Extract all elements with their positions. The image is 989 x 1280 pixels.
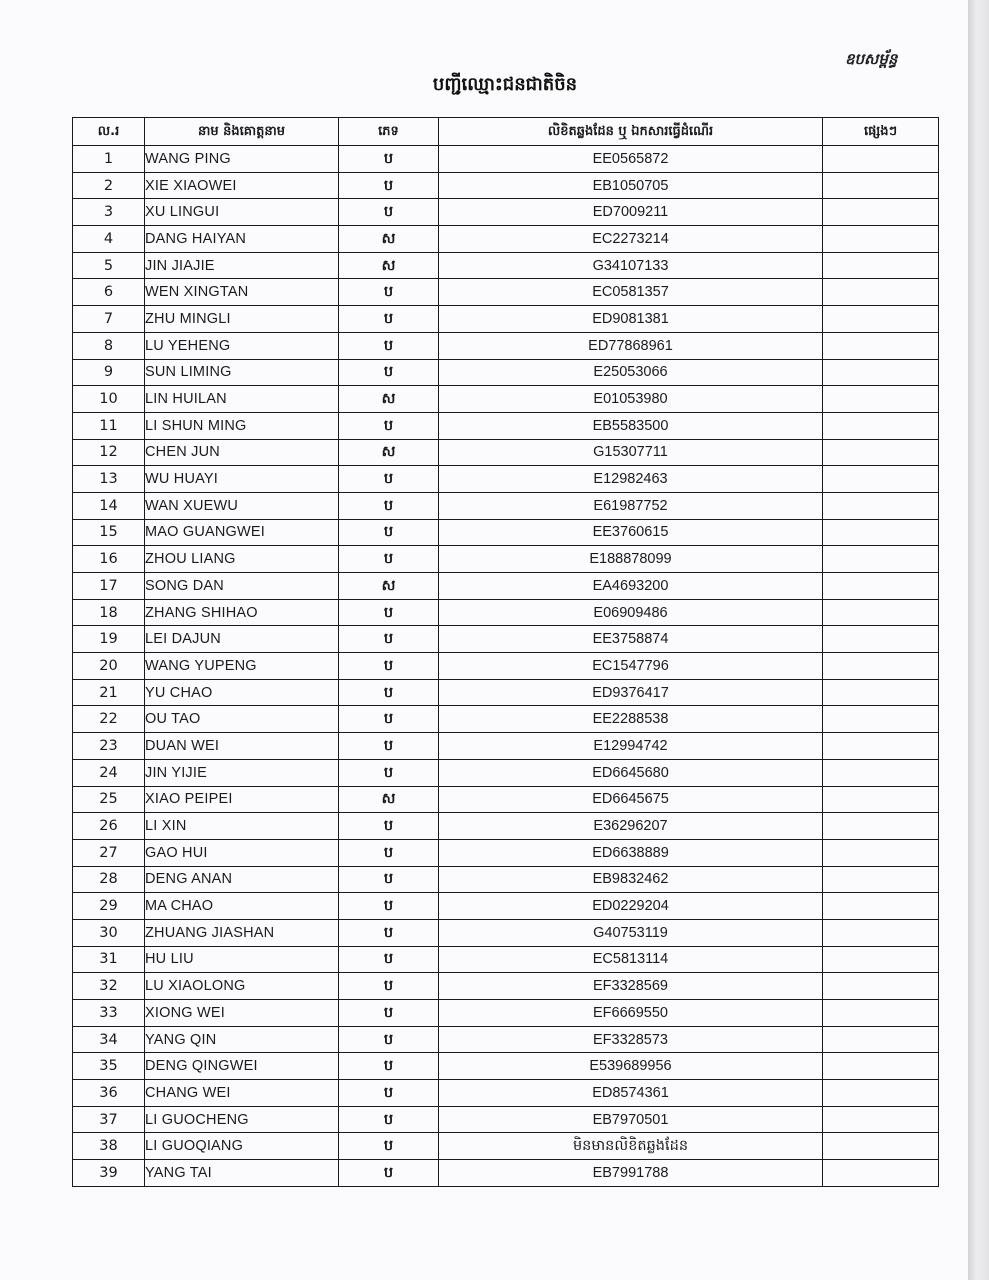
cell-passport: EC0581357 — [439, 279, 823, 306]
cell-passport: EB9832462 — [439, 866, 823, 893]
cell-no: 38 — [73, 1133, 145, 1160]
cell-note — [823, 573, 939, 600]
cell-name: WEN XINGTAN — [145, 279, 339, 306]
cell-note — [823, 839, 939, 866]
header-sex: ភេទ — [339, 118, 439, 146]
cell-passport: EB7991788 — [439, 1160, 823, 1187]
cell-no: 11 — [73, 412, 145, 439]
cell-name: YU CHAO — [145, 679, 339, 706]
table-row — [73, 359, 939, 386]
cell-sex: ប — [339, 813, 439, 840]
cell-name: ZHUANG JIASHAN — [145, 919, 339, 946]
cell-passport: ED6645675 — [439, 786, 823, 813]
cell-note — [823, 599, 939, 626]
cell-sex: ប — [339, 412, 439, 439]
cell-sex: ប — [339, 653, 439, 680]
cell-passport: EB7970501 — [439, 1106, 823, 1133]
cell-name: ZHANG SHIHAO — [145, 599, 339, 626]
table-row — [73, 226, 939, 253]
cell-name: LU XIAOLONG — [145, 973, 339, 1000]
cell-passport: ED9376417 — [439, 679, 823, 706]
cell-no: 8 — [73, 332, 145, 359]
cell-passport: ED0229204 — [439, 893, 823, 920]
cell-name: YANG TAI — [145, 1160, 339, 1187]
name-list-table — [72, 117, 939, 1187]
cell-name: HU LIU — [145, 946, 339, 973]
cell-sex: ប — [339, 306, 439, 333]
cell-sex: ប — [339, 1026, 439, 1053]
cell-sex: ស — [339, 573, 439, 600]
cell-sex: ប — [339, 1160, 439, 1187]
cell-no: 16 — [73, 546, 145, 573]
cell-passport: G34107133 — [439, 252, 823, 279]
cell-name: CHANG WEI — [145, 1080, 339, 1107]
table-row — [73, 466, 939, 493]
cell-note — [823, 252, 939, 279]
table-header-row — [73, 118, 939, 146]
cell-name: ZHU MINGLI — [145, 306, 339, 333]
cell-name: LIN HUILAN — [145, 386, 339, 413]
table-row — [73, 412, 939, 439]
table-row — [73, 492, 939, 519]
cell-name: XIAO PEIPEI — [145, 786, 339, 813]
cell-no: 4 — [73, 226, 145, 253]
cell-sex: ប — [339, 759, 439, 786]
cell-note — [823, 519, 939, 546]
cell-name: WANG PING — [145, 146, 339, 173]
cell-no: 27 — [73, 839, 145, 866]
cell-note — [823, 653, 939, 680]
cell-sex: ប — [339, 866, 439, 893]
document-title: បញ្ជីឈ្មោះជនជាតិចិន — [432, 74, 578, 95]
cell-name: DANG HAIYAN — [145, 226, 339, 253]
cell-name: LI SHUN MING — [145, 412, 339, 439]
cell-no: 15 — [73, 519, 145, 546]
table-row — [73, 252, 939, 279]
cell-note — [823, 866, 939, 893]
cell-no: 19 — [73, 626, 145, 653]
cell-no: 25 — [73, 786, 145, 813]
cell-sex: ប — [339, 492, 439, 519]
cell-passport: E12994742 — [439, 733, 823, 760]
table-row — [73, 679, 939, 706]
cell-name: GAO HUI — [145, 839, 339, 866]
cell-sex: ប — [339, 1053, 439, 1080]
cell-passport: E12982463 — [439, 466, 823, 493]
cell-no: 6 — [73, 279, 145, 306]
cell-note — [823, 146, 939, 173]
table-row — [73, 866, 939, 893]
table-row — [73, 626, 939, 653]
table-row — [73, 786, 939, 813]
cell-sex: ប — [339, 279, 439, 306]
cell-note — [823, 386, 939, 413]
cell-name: YANG QIN — [145, 1026, 339, 1053]
cell-no: 32 — [73, 973, 145, 1000]
cell-passport: E06909486 — [439, 599, 823, 626]
table-row — [73, 839, 939, 866]
cell-no: 37 — [73, 1106, 145, 1133]
cell-note — [823, 199, 939, 226]
cell-no: 2 — [73, 172, 145, 199]
header-name: នាម និងគោត្តនាម — [145, 118, 339, 146]
cell-sex: ប — [339, 599, 439, 626]
cell-no: 29 — [73, 893, 145, 920]
cell-no: 10 — [73, 386, 145, 413]
cell-sex: ប — [339, 1000, 439, 1027]
cell-name: DENG QINGWEI — [145, 1053, 339, 1080]
cell-name: WU HUAYI — [145, 466, 339, 493]
table-row — [73, 919, 939, 946]
cell-passport: EA4693200 — [439, 573, 823, 600]
header-passport: លិខិតឆ្លងដែន ឬ ឯកសារធ្វើដំណើរ — [439, 118, 823, 146]
cell-sex: ប — [339, 332, 439, 359]
cell-sex: ប — [339, 546, 439, 573]
cell-passport: EE3758874 — [439, 626, 823, 653]
cell-no: 23 — [73, 733, 145, 760]
cell-note — [823, 1026, 939, 1053]
table-row — [73, 332, 939, 359]
cell-name: ZHOU LIANG — [145, 546, 339, 573]
table-row — [73, 946, 939, 973]
table-row — [73, 439, 939, 466]
cell-note — [823, 306, 939, 333]
table-row — [73, 279, 939, 306]
cell-no: 36 — [73, 1080, 145, 1107]
table-row — [73, 146, 939, 173]
cell-sex: ប — [339, 893, 439, 920]
cell-sex: ប — [339, 359, 439, 386]
cell-passport: E61987752 — [439, 492, 823, 519]
cell-sex: ស — [339, 386, 439, 413]
page-edge-shadow — [968, 0, 989, 1280]
table-row — [73, 893, 939, 920]
cell-passport: ED6638889 — [439, 839, 823, 866]
cell-note — [823, 733, 939, 760]
cell-passport: E01053980 — [439, 386, 823, 413]
cell-no: 3 — [73, 199, 145, 226]
cell-passport: EB5583500 — [439, 412, 823, 439]
cell-note — [823, 332, 939, 359]
cell-sex: ប — [339, 679, 439, 706]
cell-note — [823, 893, 939, 920]
cell-name: MAO GUANGWEI — [145, 519, 339, 546]
cell-no: 26 — [73, 813, 145, 840]
cell-name: XIONG WEI — [145, 1000, 339, 1027]
cell-note — [823, 492, 939, 519]
cell-name: LI XIN — [145, 813, 339, 840]
cell-passport: EF3328569 — [439, 973, 823, 1000]
cell-name: WANG YUPENG — [145, 653, 339, 680]
cell-sex: ប — [339, 199, 439, 226]
cell-name: WAN XUEWU — [145, 492, 339, 519]
table-row — [73, 1160, 939, 1187]
table-row — [73, 973, 939, 1000]
cell-passport: ED8574361 — [439, 1080, 823, 1107]
cell-note — [823, 359, 939, 386]
cell-no: 33 — [73, 1000, 145, 1027]
cell-note — [823, 1160, 939, 1187]
cell-note — [823, 1106, 939, 1133]
cell-sex: ប — [339, 146, 439, 173]
cell-note — [823, 1053, 939, 1080]
cell-no: 12 — [73, 439, 145, 466]
cell-passport: EF3328573 — [439, 1026, 823, 1053]
table-row — [73, 306, 939, 333]
table-row — [73, 573, 939, 600]
cell-note — [823, 226, 939, 253]
cell-sex: ប — [339, 172, 439, 199]
table-row — [73, 546, 939, 573]
cell-no: 28 — [73, 866, 145, 893]
cell-note — [823, 706, 939, 733]
cell-no: 21 — [73, 679, 145, 706]
cell-name: CHEN JUN — [145, 439, 339, 466]
cell-passport: EC1547796 — [439, 653, 823, 680]
cell-note — [823, 973, 939, 1000]
cell-no: 30 — [73, 919, 145, 946]
cell-sex: ប — [339, 839, 439, 866]
table-row — [73, 519, 939, 546]
cell-note — [823, 412, 939, 439]
cell-sex: ស — [339, 439, 439, 466]
cell-name: OU TAO — [145, 706, 339, 733]
cell-passport: EE2288538 — [439, 706, 823, 733]
cell-name: LU YEHENG — [145, 332, 339, 359]
table-row — [73, 1080, 939, 1107]
cell-name: JIN JIAJIE — [145, 252, 339, 279]
table-row — [73, 599, 939, 626]
cell-passport: G40753119 — [439, 919, 823, 946]
cell-note — [823, 1000, 939, 1027]
cell-passport: EE3760615 — [439, 519, 823, 546]
cell-note — [823, 1133, 939, 1160]
cell-name: JIN YIJIE — [145, 759, 339, 786]
cell-note — [823, 439, 939, 466]
cell-name: XU LINGUI — [145, 199, 339, 226]
cell-no: 7 — [73, 306, 145, 333]
cell-note — [823, 919, 939, 946]
cell-note — [823, 946, 939, 973]
cell-sex: ប — [339, 1080, 439, 1107]
table-row — [73, 1026, 939, 1053]
header-no: ល.រ — [73, 118, 145, 146]
table-row — [73, 386, 939, 413]
table-row — [73, 172, 939, 199]
header-note: ផ្សេងៗ — [823, 118, 939, 146]
cell-passport: ED7009211 — [439, 199, 823, 226]
table-row — [73, 1053, 939, 1080]
cell-passport: EF6669550 — [439, 1000, 823, 1027]
cell-no: 17 — [73, 573, 145, 600]
cell-sex: ប — [339, 626, 439, 653]
cell-note — [823, 1080, 939, 1107]
cell-name: LI GUOCHENG — [145, 1106, 339, 1133]
cell-name: LEI DAJUN — [145, 626, 339, 653]
cell-passport: G15307711 — [439, 439, 823, 466]
cell-passport: EE0565872 — [439, 146, 823, 173]
cell-sex: ប — [339, 1133, 439, 1160]
cell-note — [823, 786, 939, 813]
cell-sex: ស — [339, 226, 439, 253]
cell-note — [823, 279, 939, 306]
cell-name: DENG ANAN — [145, 866, 339, 893]
cell-passport: ED9081381 — [439, 306, 823, 333]
cell-passport: E539689956 — [439, 1053, 823, 1080]
cell-passport: E188878099 — [439, 546, 823, 573]
cell-no: 1 — [73, 146, 145, 173]
cell-passport: E25053066 — [439, 359, 823, 386]
cell-sex: ប — [339, 1106, 439, 1133]
cell-name: XIE XIAOWEI — [145, 172, 339, 199]
cell-passport: E36296207 — [439, 813, 823, 840]
cell-name: MA CHAO — [145, 893, 339, 920]
cell-note — [823, 759, 939, 786]
cell-sex: ប — [339, 706, 439, 733]
cell-sex: ប — [339, 733, 439, 760]
cell-no: 34 — [73, 1026, 145, 1053]
cell-no: 39 — [73, 1160, 145, 1187]
cell-sex: ប — [339, 973, 439, 1000]
cell-no: 18 — [73, 599, 145, 626]
cell-passport: EB1050705 — [439, 172, 823, 199]
table-row — [73, 706, 939, 733]
cell-no: 35 — [73, 1053, 145, 1080]
cell-name: SUN LIMING — [145, 359, 339, 386]
cell-note — [823, 546, 939, 573]
annex-label: ឧបសម្ព័ន្ធ — [845, 50, 898, 68]
cell-no: 20 — [73, 653, 145, 680]
cell-passport: EC2273214 — [439, 226, 823, 253]
cell-sex: ប — [339, 946, 439, 973]
cell-note — [823, 813, 939, 840]
cell-no: 13 — [73, 466, 145, 493]
cell-sex: ប — [339, 466, 439, 493]
cell-name: DUAN WEI — [145, 733, 339, 760]
cell-note — [823, 172, 939, 199]
cell-passport: ED77868961 — [439, 332, 823, 359]
cell-no: 14 — [73, 492, 145, 519]
cell-sex: ប — [339, 519, 439, 546]
table-row — [73, 733, 939, 760]
cell-name: LI GUOQIANG — [145, 1133, 339, 1160]
cell-passport: EC5813114 — [439, 946, 823, 973]
cell-passport: មិនមានលិខិតឆ្លងដែន — [439, 1133, 823, 1160]
table-row — [73, 1106, 939, 1133]
table-row — [73, 1133, 939, 1160]
table-row — [73, 759, 939, 786]
cell-note — [823, 626, 939, 653]
cell-no: 5 — [73, 252, 145, 279]
table-row — [73, 199, 939, 226]
cell-no: 9 — [73, 359, 145, 386]
cell-no: 31 — [73, 946, 145, 973]
table-row — [73, 813, 939, 840]
cell-note — [823, 679, 939, 706]
cell-sex: ស — [339, 252, 439, 279]
cell-no: 24 — [73, 759, 145, 786]
cell-no: 22 — [73, 706, 145, 733]
table-row — [73, 1000, 939, 1027]
cell-passport: ED6645680 — [439, 759, 823, 786]
table-row — [73, 653, 939, 680]
cell-sex: ស — [339, 786, 439, 813]
cell-sex: ប — [339, 919, 439, 946]
cell-name: SONG DAN — [145, 573, 339, 600]
cell-note — [823, 466, 939, 493]
